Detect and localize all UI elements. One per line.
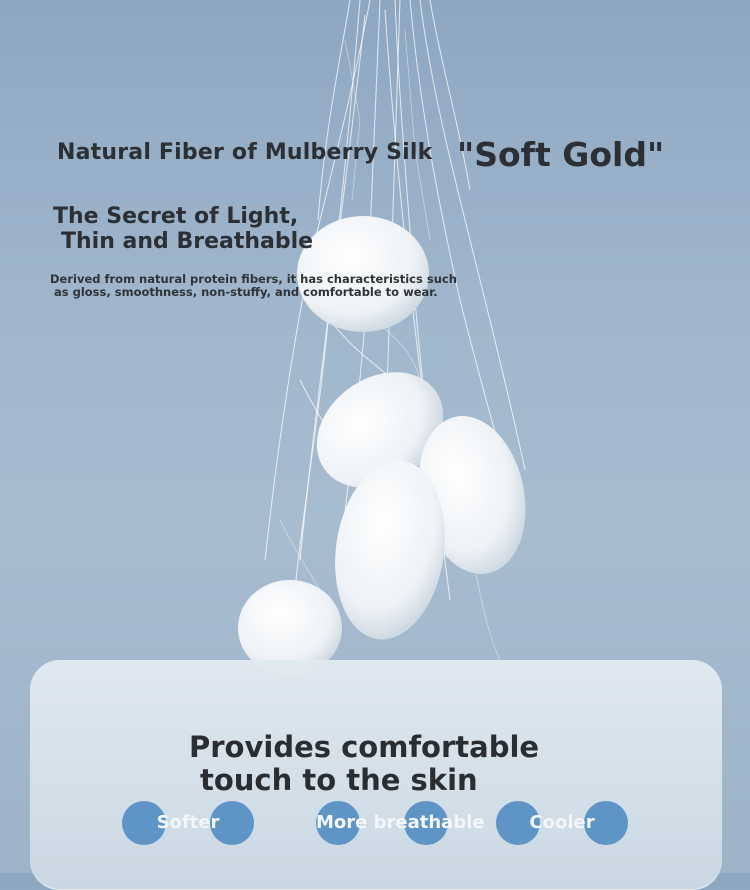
subheading	[53, 204, 313, 254]
description	[50, 273, 470, 299]
subheading-line-1: The Secret of Light,	[53, 204, 299, 229]
feature-chip-softer	[122, 801, 254, 845]
feature-chip-breathable	[316, 801, 485, 845]
subheading-line-2: Thin and Breathable	[61, 229, 314, 254]
panel-title-line-1: Provides comfortable	[189, 730, 540, 764]
panel-title-line-2: touch to the skin	[200, 763, 478, 797]
feature-label: Cooler	[529, 812, 595, 833]
feature-chip-cooler	[496, 801, 628, 845]
headline: Natural Fiber of Mulberry Silk	[57, 140, 433, 165]
panel-title	[189, 731, 539, 797]
feature-label: More breathable	[316, 812, 485, 833]
description-line-1: Derived from natural protein fibers, it has characteristics such	[50, 272, 457, 286]
feature-label: Softer	[156, 812, 220, 833]
description-line-2: as gloss, smoothness, non-stuffy, and comfortable to wear.	[54, 285, 438, 299]
soft-gold-quote: "Soft Gold"	[457, 135, 665, 174]
